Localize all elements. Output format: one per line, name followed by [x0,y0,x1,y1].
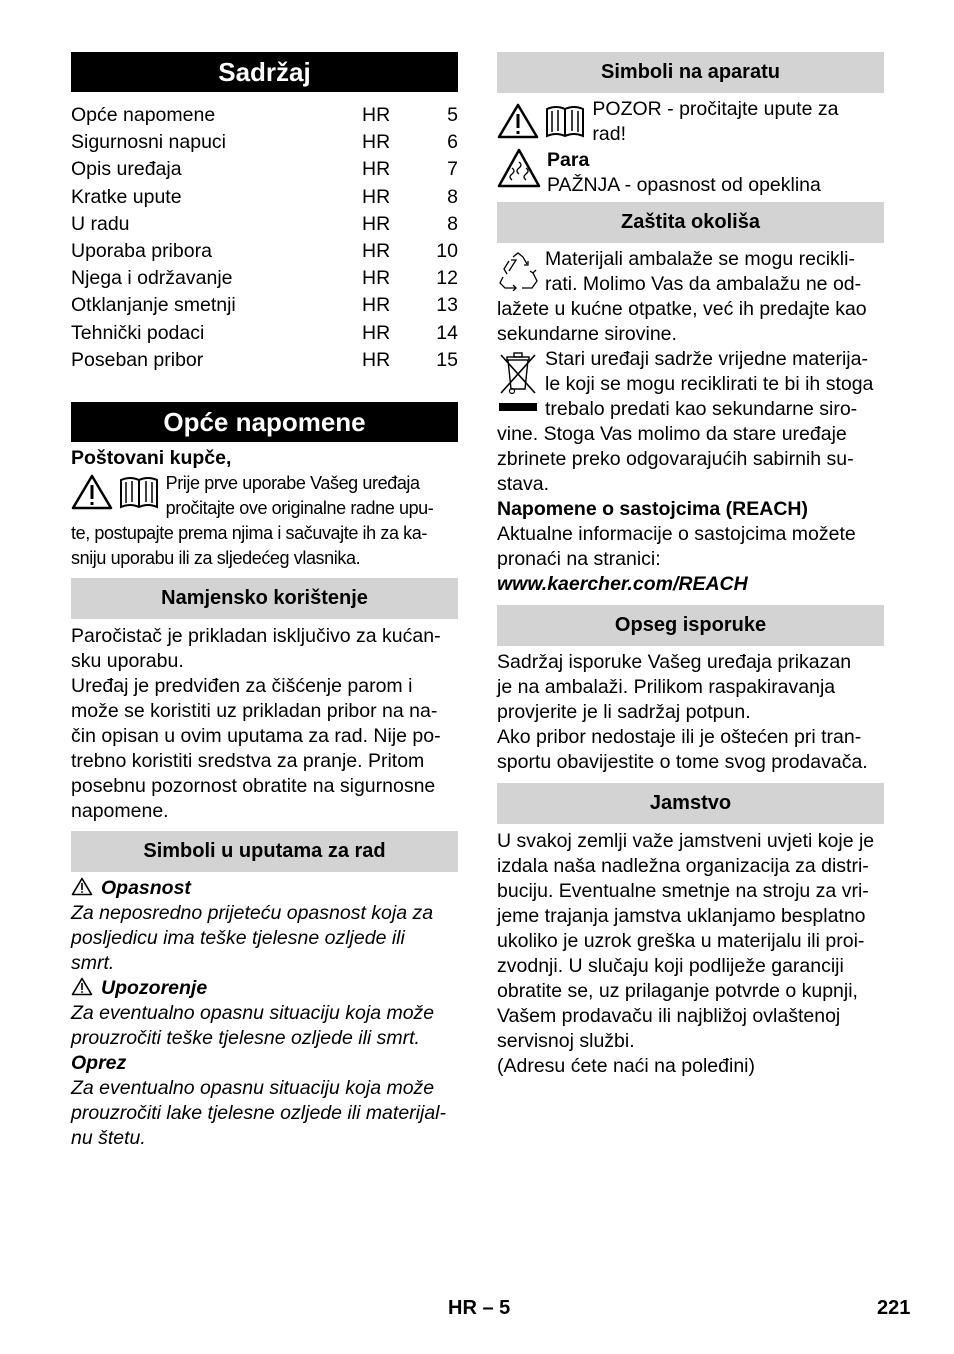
footer-section-label: HR – 5 [448,1297,511,1319]
general-notes-heading: Opće napomene [71,402,458,442]
toc-row[interactable]: Sigurnosni napuci HR 6 [71,131,458,154]
delivery-scope-text: Sadržaj isporuke Vašeg uređaja prikazan je na ambalaži. Prilikom raspakiravanja provjerite je li sadržaj potpun. Ako pribor nedostaje ili je oštećen pri tran- sportu obavijestite o tome svog prodavača. [497,651,868,773]
intended-use-text: Paročistač je prikladan isključivo za kućan- sku uporabu. Uređaj je predviđen za čišćenje parom i može se koristiti uz prikladan pribor na na- čin opisan u ovim uputama za rad. Nije po- trebno koristiti sredstva za pranje. Pritom posebnu pozornost obratite na sigurnosne napomene. [71,624,441,822]
warranty-heading: Jamstvo [497,783,884,824]
crossed-bin-icon [497,349,539,419]
intended-use-heading: Namjensko korištenje [71,578,458,619]
hot-steam-warning-icon [497,148,541,188]
warning-label: Upozorenje [71,976,458,1001]
warning-triangle-icon [71,474,113,510]
read-manual-icon [544,103,586,139]
left-column [71,52,458,1151]
intro-block: Prije prve uporabe Vašeg uređaja pročitajte ove originalne radne upu- te, postupajte prema njima i sačuvajte ih za ka- sniju uporabu ili za sljedećeg vlasnika. [71,472,434,568]
toc-row[interactable]: Otklanjanje smetnji HR 13 [71,294,458,317]
caution-label: Oprez [71,1051,127,1074]
toc-row[interactable]: Opis uređaja HR 7 [71,158,458,181]
weee-icon-wrap [497,349,539,419]
recycle-icon-wrap [497,251,539,291]
environment-heading: Zaštita okoliša [497,202,884,243]
warranty-text: U svakoj zemlji važe jamstveni uvjeti koje je izdala naša nadležna organizacija za distri- buciju. Eventualne smetnje na stroju za vri- jeme trajanja jamstva uklanjamo besplatno ukoliko je uzrok greška u materijalu ili proi- zvodnji. U slučaju koji podliježe garanciji obratite se, uz prilaganje potvrde o kupnji, Vašem prodavaču ili najbližoj ovlaštenoj servisnoj službi. (Adresu ćete naći na poleđini) [497,830,875,1077]
read-manual-icon [118,474,160,510]
reach-heading: Napomene o sastojcima (REACH) [497,498,808,520]
recycle-icon [497,251,539,291]
weee-block: Stari uređaji sadrže vrijedne materija- le koji se mogu reciklirati te bi ih stoga trebalo predati kao sekundarne siro- vine. Stoga Vas molimo da stare uređaje zbrinete preko odgovarajućih sabirnih su- stava. [497,348,874,495]
symbols-manual-heading: Simboli u uputama za rad [71,831,458,872]
right-column: Simboli na aparatu POZOR - pročitajte upute za rad! Para PAŽNJA - opasnost od opeklina Zaštita okoliša Materijali ambalaže se mogu recikli- rati. Molimo Vas da ambalažu ne od- lažete u kućne otpatke, već ih predajte kao sekundarne sirovine. Stari uređaji sadrže vrijedne materija- le koji se mogu reciklirati te bi ih stoga trebalo predati kao sekundarne siro- vine. Stoga Vas molimo da stare uređaje zbrinete preko odgovarajućih sabirnih su- stava. Napomene o sastojcima (REACH) Aktualne informacije o sastojcima možete pronaći na stranici: www.kaercher.com/REACH Opseg isporuke Sadržaj isporuke Vašeg uređaja prikazan je na ambalaži. Prilikom raspakiravanja provjerite je li sadržaj potpun. Ako pribor nedostaje ili je oštećen pri tran- sportu obavijestite o tome svog prodavača. Jamstvo U svakoj zemlji važe jamstveni uvjeti koje je izdala naša nadležna organizacija za distri- buciju. Eventualne smetnje na stroju za vri- jeme trajanja jamstva uklanjamo besplatno ukoliko je uzrok greška u materijalu ili proi- zvodnji. U slučaju koji podliježe garanciji obratite se, uz prilaganje potvrde o kupnji, Vašem prodavaču ili najbližoj ovlaštenoj servisnoj službi. (Adresu ćete naći na poleđini) [497,52,884,1079]
packaging-recycle-block: Materijali ambalaže se mogu recikli- rati. Molimo Vas da ambalažu ne od- lažete u kućne otpatke, već ih predajte kao sekundarne sirovine. [497,248,867,345]
device-symbols-heading: Simboli na aparatu [497,52,884,93]
warning-triangle-icon [497,103,539,139]
table-of-contents [71,102,458,374]
toc-row[interactable]: U radu HR 8 [71,212,458,235]
toc-row[interactable]: Njega i održavanje HR 12 [71,267,458,290]
toc-row[interactable]: Poseban pribor HR 15 [71,348,458,371]
pozor-block: POZOR - pročitajte upute za rad! [497,97,884,147]
toc-heading: Sadržaj [71,52,458,92]
warning-read-manual-icons [71,474,160,510]
toc-row[interactable]: Opće napomene HR 5 [71,104,458,126]
toc-row[interactable]: Uporaba pribora HR 10 [71,239,458,262]
danger-label: Opasnost [71,876,458,901]
warning-triangle-icon [71,877,93,896]
reach-link[interactable]: www.kaercher.com/REACH [497,573,748,595]
delivery-scope-heading: Opseg isporuke [497,605,884,646]
warning-triangle-icon [71,977,93,996]
symbols-manual-text: Opasnost Za neposredno prijeteću opasnost koja za posljedicu ima teške tjelesne ozljede ili smrt. Upozorenje Za eventualno opasnu situaciju koja može prouzročiti teške tjelesne ozljede ili smrt. Oprez Za eventualno opasnu situaciju koja može prouzročiti lake tjelesne ozljede ili materijal- nu štetu. [71,876,458,1151]
greeting: Poštovani kupče, [71,446,232,469]
hot-steam-icon [497,148,541,188]
page-number: 221 [877,1297,911,1319]
steam-block: Para PAŽNJA - opasnost od opeklina [497,148,884,198]
toc-row[interactable]: Tehnički podaci HR 14 [71,321,458,344]
toc-row[interactable]: Kratke upute HR 8 [71,185,458,208]
warning-read-manual-icons [497,103,586,139]
